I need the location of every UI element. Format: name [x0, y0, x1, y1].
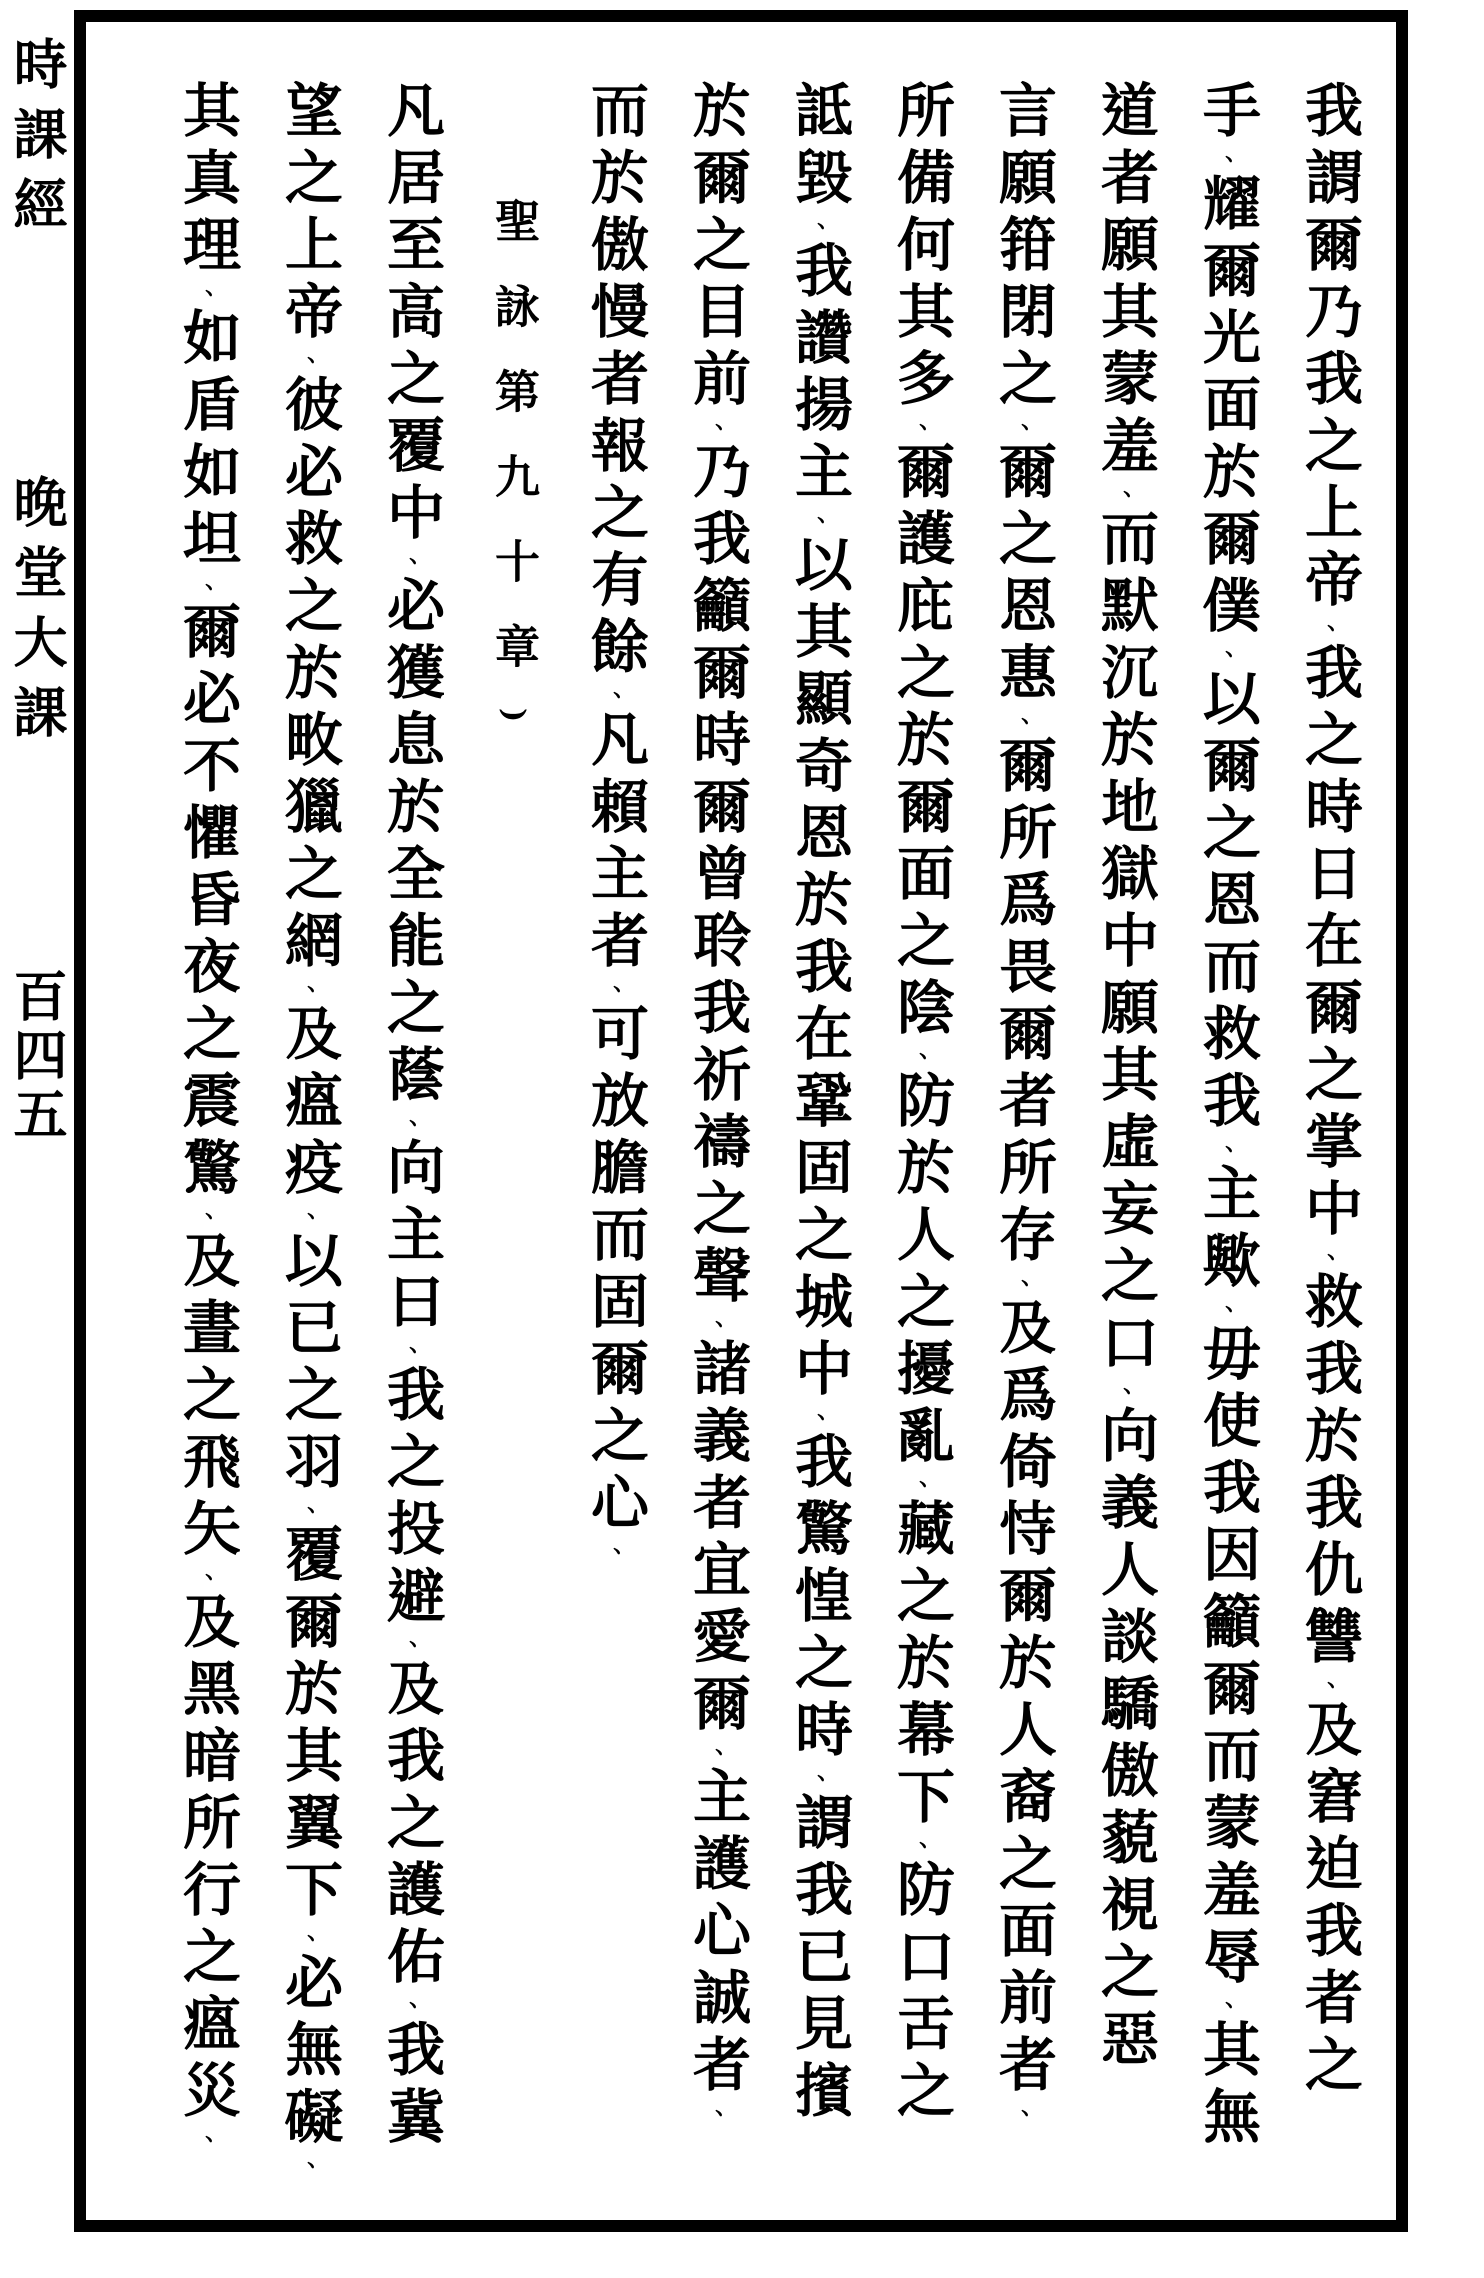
text-column: 凡居至高之覆中、必獲息於全能之蔭、向主曰、我之投避、及我之護佑、我冀	[377, 80, 445, 2153]
text-column: 望之上帝、彼必救之於畋獵之網、及瘟疫、以已之羽、覆爾於其翼下、必無礙、	[275, 80, 343, 2179]
ideographic-comma: 、	[805, 214, 834, 240]
text-column: 詆毀、我讚揚主、以其顯奇恩於我在鞏固之城中、我驚惶之時、謂我已見擯	[785, 80, 853, 2127]
ideographic-comma: 、	[1213, 1993, 1242, 2019]
ideographic-comma: 、	[805, 508, 834, 534]
text-column: 於爾之目前、乃我籲爾時爾曾聆我祈禱之聲、諸義者宜愛爾、主護心誠者、	[683, 80, 751, 2127]
text-frame	[74, 10, 1408, 2232]
text-column: 所備何其多、爾護庇之於爾面之陰、防於人之擾亂、藏之於幕下、防口舌之	[887, 80, 955, 2127]
ideographic-comma: 、	[397, 1993, 426, 2019]
ideographic-comma: 、	[1315, 616, 1344, 642]
ideographic-comma: 、	[805, 1405, 834, 1431]
ideographic-comma: 、	[397, 1338, 426, 1364]
psalm-heading: 聖詠第九十章)	[487, 198, 540, 723]
margin-section-title: 晚堂大課	[5, 474, 69, 754]
text-column: 而於傲慢者報之有餘、凡賴主者、可放膽而固爾之心、	[581, 80, 649, 1565]
ideographic-comma: 、	[1213, 1137, 1242, 1163]
ideographic-comma: 、	[703, 1740, 732, 1766]
ideographic-comma: 、	[1213, 147, 1242, 173]
ideographic-comma: 、	[907, 1044, 936, 1070]
text-column: 道者願其蒙羞、而默沉於地獄中願其虛妄之口、向義人談驕傲藐視之惡	[1091, 80, 1159, 2075]
ideographic-comma: 、	[295, 1204, 324, 1230]
ideographic-comma: 、	[805, 1766, 834, 1792]
text-column: 言願箝閉之、爾之恩惠、爾所爲畏爾者所存、及爲倚恃爾於人裔之面前者、	[989, 80, 1057, 2127]
ideographic-comma: 、	[1213, 642, 1242, 668]
ideographic-comma: 、	[1009, 415, 1038, 441]
ideographic-comma: 、	[295, 2153, 324, 2179]
ideographic-comma: 、	[1009, 709, 1038, 735]
ideographic-comma: 、	[397, 1632, 426, 1658]
ideographic-comma: 、	[295, 1498, 324, 1524]
ideographic-comma: 、	[703, 415, 732, 441]
margin-page-number: 百四五	[5, 968, 69, 1145]
ideographic-comma: 、	[601, 1539, 630, 1565]
ideographic-comma: 、	[193, 281, 222, 307]
text-column: 手、耀爾光面於爾僕、以爾之恩而救我、主歟、毋使我因籲爾而蒙羞辱、其無	[1193, 80, 1261, 2153]
ideographic-comma: 、	[193, 575, 222, 601]
text-column: 其真理、如盾如坦、爾必不懼昏夜之震驚、及晝之飛矢、及黑暗所行之瘟災、	[173, 80, 241, 2153]
ideographic-comma: 、	[295, 348, 324, 374]
ideographic-comma: 、	[1009, 2101, 1038, 2127]
ideographic-comma: 、	[1213, 1297, 1242, 1323]
ideographic-comma: 、	[907, 1472, 936, 1498]
ideographic-comma: 、	[193, 1565, 222, 1591]
ideographic-comma: 、	[1111, 1379, 1140, 1405]
ideographic-comma: 、	[295, 1926, 324, 1952]
ideographic-comma: 、	[907, 1833, 936, 1859]
text-column: 我謂爾乃我之上帝、我之時日在爾之掌中、救我於我仇讐、及窘迫我者之	[1295, 80, 1363, 2101]
ideographic-comma: 、	[295, 977, 324, 1003]
ideographic-comma: 、	[1315, 1673, 1344, 1699]
ideographic-comma: 、	[1009, 1271, 1038, 1297]
ideographic-comma: 、	[193, 1204, 222, 1230]
ideographic-comma: 、	[1315, 1245, 1344, 1271]
ideographic-comma: 、	[193, 2127, 222, 2153]
margin-book-title: 時課經	[5, 36, 69, 246]
ideographic-comma: 、	[703, 2101, 732, 2127]
ideographic-comma: 、	[601, 683, 630, 709]
ideographic-comma: 、	[907, 415, 936, 441]
heading-end-mark: )	[496, 708, 531, 723]
ideographic-comma: 、	[1111, 482, 1140, 508]
ideographic-comma: 、	[397, 1111, 426, 1137]
ideographic-comma: 、	[397, 549, 426, 575]
ideographic-comma: 、	[601, 977, 630, 1003]
vertical-text-body	[86, 22, 1396, 2220]
ideographic-comma: 、	[703, 1312, 732, 1338]
